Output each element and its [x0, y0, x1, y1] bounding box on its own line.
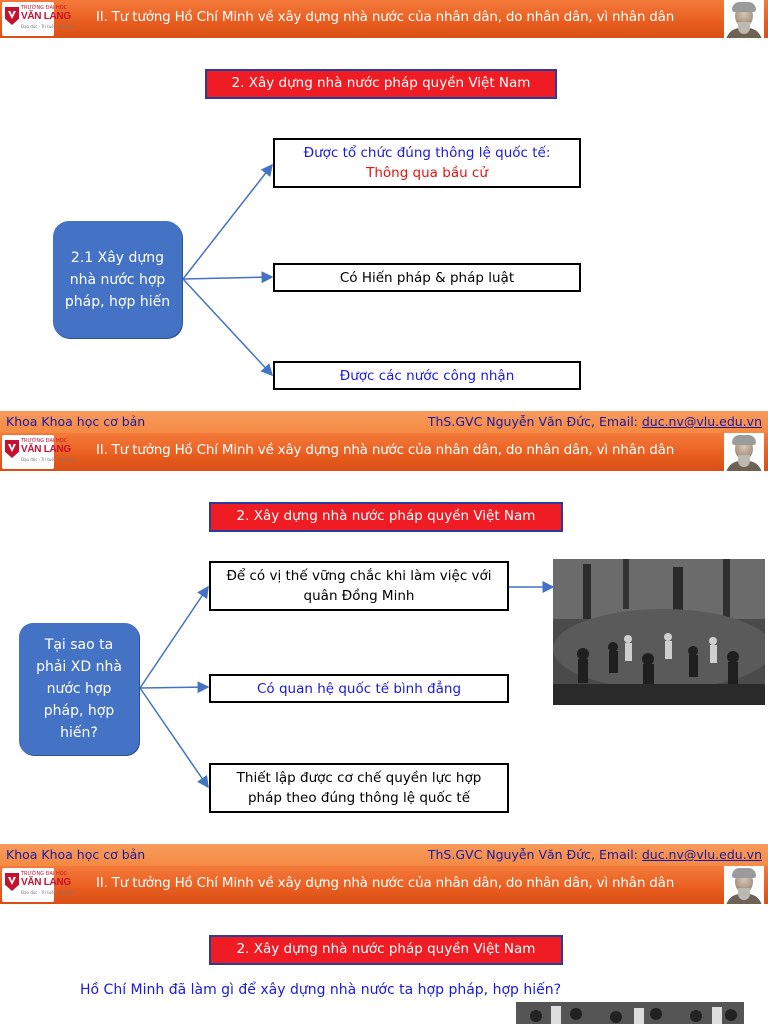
reason-1-text: Để có vị thế vững chắc khi làm việc với quân Đồng Minh — [226, 568, 492, 604]
point-box-1 — [273, 138, 581, 188]
footer-author — [428, 847, 762, 862]
section-title: 2. Xây dựng nhà nước pháp quyền Việt Nam — [209, 935, 563, 965]
logo-line1: TRƯỜNG ĐẠI HỌC — [21, 5, 68, 11]
point-1-line2: Thông qua bầu cử — [366, 165, 488, 181]
main-topic-text: 2.1 Xây dựng nhà nước hợp pháp, hợp hiến — [64, 249, 171, 310]
main-topic-box — [53, 221, 182, 338]
historical-photo — [553, 559, 765, 705]
crowd-photo-image — [553, 559, 765, 705]
footer-email-link[interactable]: duc.nv@vlu.edu.vn — [641, 414, 762, 429]
university-logo — [2, 868, 76, 902]
point-3-text: Được các nước công nhận — [339, 367, 515, 384]
logo-line3: Đạo đức · Trí tuệ · Sáng tạo — [21, 24, 76, 29]
slide-1 — [0, 0, 768, 433]
point-2-text: Có Hiến pháp & pháp luật — [339, 269, 515, 286]
reason-box-3 — [209, 763, 509, 813]
logo-line1: TRƯỜNG ĐẠI HỌC — [21, 871, 68, 877]
logo-line2: VĂN LANG — [21, 11, 71, 22]
header-title: II. Tư tưởng Hồ Chí Minh về xây dựng nhà nước của nhân dân, do nhân dân, vì nhân dân — [96, 9, 675, 25]
header-title: II. Tư tưởng Hồ Chí Minh về xây dựng nhà nước của nhân dân, do nhân dân, vì nhân dân — [96, 442, 675, 458]
shield-icon — [5, 873, 19, 891]
slide-footer — [0, 411, 768, 433]
slide-2 — [0, 433, 768, 866]
logo-line1: TRƯỜNG ĐẠI HỌC — [21, 438, 68, 444]
point-1-line1: Được tổ chức đúng thông lệ quốc tế: — [303, 145, 551, 161]
reason-box-2 — [209, 674, 509, 703]
footer-author — [428, 414, 762, 429]
footer-email-link[interactable]: duc.nv@vlu.edu.vn — [641, 847, 762, 862]
slide-footer — [0, 844, 768, 866]
logo-line3: Đạo đức · Trí tuệ · Sáng tạo — [21, 457, 76, 462]
section-title: 2. Xây dựng nhà nước pháp quyền Việt Nam — [209, 502, 563, 532]
logo-line3: Đạo đức · Trí tuệ · Sáng tạo — [21, 890, 76, 895]
footer-author-text: ThS.GVC Nguyễn Văn Đức, Email: — [427, 847, 642, 862]
footer-department: Khoa Khoa học cơ bản — [6, 847, 146, 862]
question-text: Hồ Chí Minh đã làm gì để xây dựng nhà nước ta hợp pháp, hợp hiến? — [80, 982, 562, 998]
reason-2-text: Có quan hệ quốc tế bình đẳng — [256, 680, 462, 697]
logo-line2: VĂN LANG — [21, 877, 71, 888]
section-title: 2. Xây dựng nhà nước pháp quyền Việt Nam — [205, 69, 557, 99]
footer-department: Khoa Khoa học cơ bản — [6, 414, 146, 429]
group-photo-image — [516, 1002, 744, 1024]
slide-header — [0, 866, 768, 904]
header-title: II. Tư tưởng Hồ Chí Minh về xây dựng nhà nước của nhân dân, do nhân dân, vì nhân dân — [96, 875, 675, 891]
point-box-2 — [273, 263, 581, 292]
logo-line2: VĂN LANG — [21, 444, 71, 455]
slide-3 — [0, 866, 768, 1024]
footer-author-text: ThS.GVC Nguyễn Văn Đức, Email: — [427, 414, 642, 429]
main-question-text: Tại sao ta phải XD nhà nước hợp pháp, hợp hiến? — [36, 637, 122, 741]
main-question-box — [19, 623, 139, 755]
historical-photo — [516, 1002, 744, 1024]
point-box-3 — [273, 361, 581, 390]
reason-box-1 — [209, 561, 509, 611]
reason-3-text: Thiết lập được cơ chế quyền lực hợp pháp theo đúng thông lệ quốc tế — [236, 770, 482, 806]
portrait-image — [724, 866, 764, 904]
